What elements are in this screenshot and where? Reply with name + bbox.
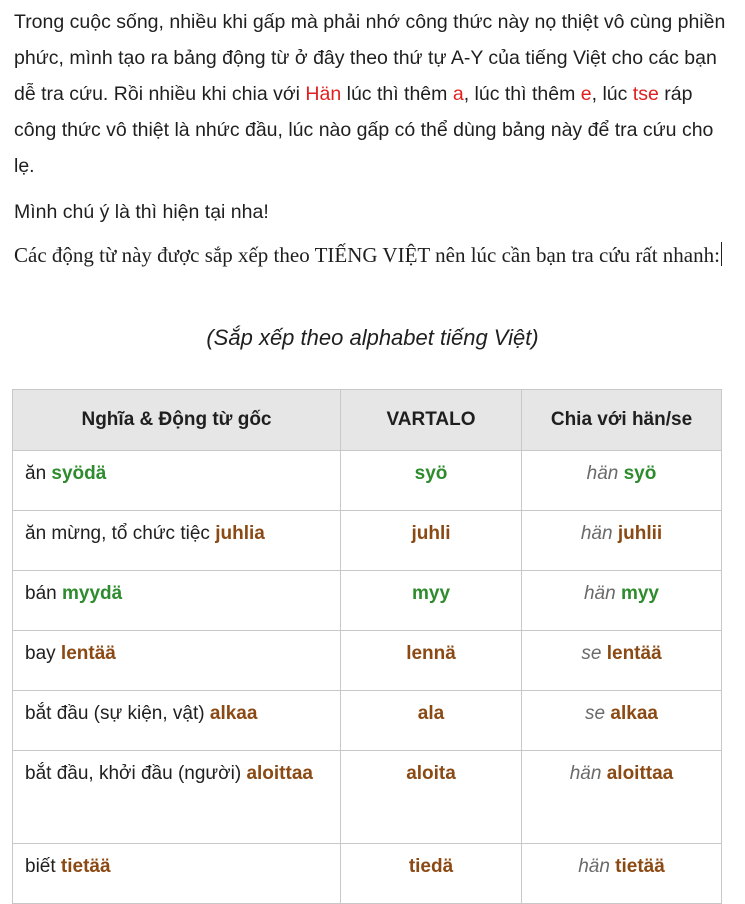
- meaning-text: biết: [25, 856, 56, 877]
- vartalo-cell: ala: [341, 691, 522, 751]
- conjugated-verb: myy: [620, 583, 659, 604]
- conjugation-cell: [522, 691, 722, 751]
- document-body: [14, 0, 734, 272]
- intro-paragraph: [14, 4, 734, 184]
- table-row: [13, 571, 722, 631]
- meaning-cell: [13, 691, 341, 751]
- verb-table: [12, 389, 722, 904]
- meaning-text: bán: [25, 583, 57, 604]
- conjugated-verb: lentää: [606, 643, 662, 664]
- vartalo-cell: aloita: [341, 751, 522, 844]
- note-paragraph: Mình chú ý là thì hiện tại nha!: [14, 201, 269, 223]
- root-verb: lentää: [60, 643, 116, 664]
- table-subtitle: (Sắp xếp theo alphabet tiếng Việt): [206, 325, 539, 350]
- pronoun: hän: [580, 523, 613, 544]
- vartalo-cell: juhli: [341, 511, 522, 571]
- table-row: [13, 511, 722, 571]
- pronoun: hän: [578, 856, 610, 877]
- root-verb: tietää: [60, 856, 111, 877]
- conjugated-verb: juhlii: [617, 523, 663, 544]
- table-row: [13, 844, 722, 904]
- meaning-cell: [13, 631, 341, 691]
- table-header-row: [13, 390, 722, 451]
- intro-text-1: Trong cuộc sống, nhiều khi gấp mà phải nhớ công thức này nọ thiệt vô cùng phiền phức, mình tạo ra bảng động từ ở đây theo thứ tự A-Y của tiếng Việt cho các bạn dễ tra cứu. Rồi nhiều khi chia với: [14, 11, 726, 105]
- pronoun: se: [585, 703, 606, 724]
- root-verb: myydä: [61, 583, 123, 604]
- conjugation-cell: [522, 844, 722, 904]
- highlight-tse: tse: [632, 83, 659, 105]
- text-cursor: [721, 242, 722, 266]
- intro-text-3: , lúc thì thêm: [463, 83, 581, 105]
- pronoun: hän: [569, 763, 602, 784]
- header-meaning: Nghĩa & Động từ gốc: [13, 390, 341, 451]
- intro-text-2: lúc thì thêm: [341, 83, 453, 105]
- root-verb: juhlia: [215, 523, 265, 544]
- highlight-han: Hän: [305, 83, 342, 105]
- conjugated-verb: tietää: [615, 856, 665, 877]
- meaning-cell: [13, 511, 341, 571]
- conjugation-cell: [522, 751, 722, 844]
- meaning-text: bắt đầu, khởi đầu (người): [25, 763, 242, 784]
- table-row: [13, 751, 722, 844]
- table-row: [13, 451, 722, 511]
- root-verb: syödä: [51, 463, 107, 484]
- meaning-cell: [13, 844, 341, 904]
- conjugated-verb: aloittaa: [606, 763, 674, 784]
- meaning-text: ăn mừng, tổ chức tiệc: [25, 523, 210, 544]
- vartalo-cell: tiedä: [341, 844, 522, 904]
- intro-text-5: ráp công thức vô thiệt là nhức đầu, lúc nào gấp có thể dùng bảng này để tra cứu cho lẹ.: [14, 83, 714, 177]
- header-vartalo: VARTALO: [341, 390, 522, 451]
- vartalo-cell: myy: [341, 571, 522, 631]
- meaning-text: bắt đầu (sự kiện, vật): [25, 703, 205, 724]
- conjugation-cell: [522, 511, 722, 571]
- highlight-a: a: [452, 83, 464, 105]
- conjugation-cell: [522, 571, 722, 631]
- header-conjugation: Chia với hän/se: [522, 390, 722, 451]
- table-row: [13, 631, 722, 691]
- root-verb: aloittaa: [246, 763, 313, 784]
- meaning-cell: [13, 571, 341, 631]
- meaning-text: ăn: [25, 463, 47, 484]
- pronoun: hän: [583, 583, 616, 604]
- meaning-text: bay: [25, 643, 56, 664]
- conjugated-verb: alkaa: [610, 703, 658, 724]
- pronoun: se: [581, 643, 602, 664]
- sorting-paragraph[interactable]: [14, 238, 734, 272]
- conjugated-verb: syö: [623, 463, 657, 484]
- intro-text-4: , lúc: [591, 83, 633, 105]
- sorting-text: Các động từ này được sắp xếp theo TIẾNG VIỆT nên lúc cần bạn tra cứu rất nhanh:: [14, 243, 720, 267]
- conjugation-cell: [522, 631, 722, 691]
- vartalo-cell: syö: [341, 451, 522, 511]
- highlight-e: e: [580, 83, 592, 105]
- conjugation-cell: [522, 451, 722, 511]
- root-verb: alkaa: [209, 703, 258, 724]
- meaning-cell: [13, 451, 341, 511]
- vartalo-cell: lennä: [341, 631, 522, 691]
- meaning-cell: [13, 751, 341, 844]
- table-row: [13, 691, 722, 751]
- pronoun: hän: [586, 463, 619, 484]
